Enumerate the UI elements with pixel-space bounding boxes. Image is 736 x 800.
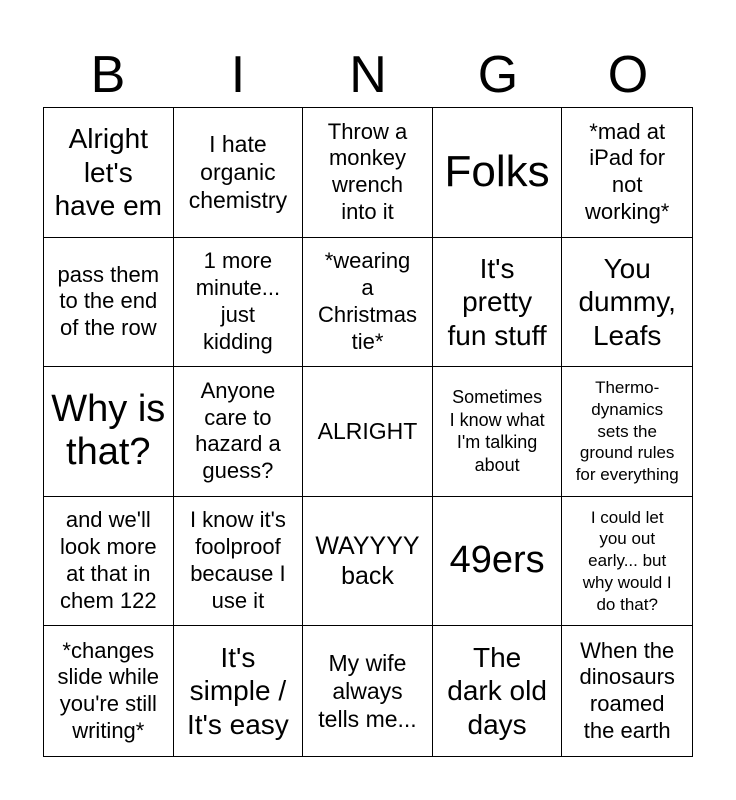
bingo-cell-r1c2[interactable]: I hate organic chemistry [174, 108, 304, 238]
bingo-cell-r1c5[interactable]: *mad at iPad for not working* [562, 108, 692, 238]
bingo-cell-r5c3[interactable]: My wife always tells me... [303, 626, 433, 756]
bingo-cell-r5c2[interactable]: It's simple / It's easy [174, 626, 304, 756]
bingo-cell-r2c2[interactable]: 1 more minute... just kidding [174, 238, 304, 368]
bingo-cell-r2c5[interactable]: You dummy, Leafs [562, 238, 692, 368]
bingo-board [43, 107, 693, 757]
header-letter-n: N [349, 46, 387, 104]
bingo-cell-r4c1[interactable]: and we'll look more at that in chem 122 [44, 497, 174, 627]
bingo-cell-r1c1[interactable]: Alright let's have em [44, 108, 174, 238]
bingo-header [43, 44, 693, 106]
bingo-cell-r2c4[interactable]: It's pretty fun stuff [433, 238, 563, 368]
bingo-cell-r4c5[interactable]: I could let you out early... but why would I do that? [562, 497, 692, 627]
bingo-cell-r3c3[interactable]: ALRIGHT [303, 367, 433, 497]
bingo-cell-r3c2[interactable]: Anyone care to hazard a guess? [174, 367, 304, 497]
bingo-cell-r3c5[interactable]: Thermo- dynamics sets the ground rules for everything [562, 367, 692, 497]
bingo-cell-r2c3[interactable]: *wearing a Christmas tie* [303, 238, 433, 368]
bingo-cell-r4c4[interactable]: 49ers [433, 497, 563, 627]
header-letter-g: G [477, 46, 519, 104]
bingo-cell-r4c3[interactable]: WAYYYY back [303, 497, 433, 627]
bingo-cell-r3c4[interactable]: Sometimes I know what I'm talking about [433, 367, 563, 497]
bingo-cell-r5c4[interactable]: The dark old days [433, 626, 563, 756]
bingo-cell-r1c3[interactable]: Throw a monkey wrench into it [303, 108, 433, 238]
header-letter-o: O [607, 46, 649, 104]
bingo-cell-r1c4[interactable]: Folks [433, 108, 563, 238]
bingo-cell-r2c1[interactable]: pass them to the end of the row [44, 238, 174, 368]
bingo-cell-r4c2[interactable]: I know it's foolproof because I use it [174, 497, 304, 627]
bingo-cell-r5c1[interactable]: *changes slide while you're still writing* [44, 626, 174, 756]
bingo-cell-r3c1[interactable]: Why is that? [44, 367, 174, 497]
bingo-cell-r5c5[interactable]: When the dinosaurs roamed the earth [579, 637, 675, 744]
header-letter-b: B [90, 46, 126, 104]
header-letter-i: I [230, 46, 246, 104]
